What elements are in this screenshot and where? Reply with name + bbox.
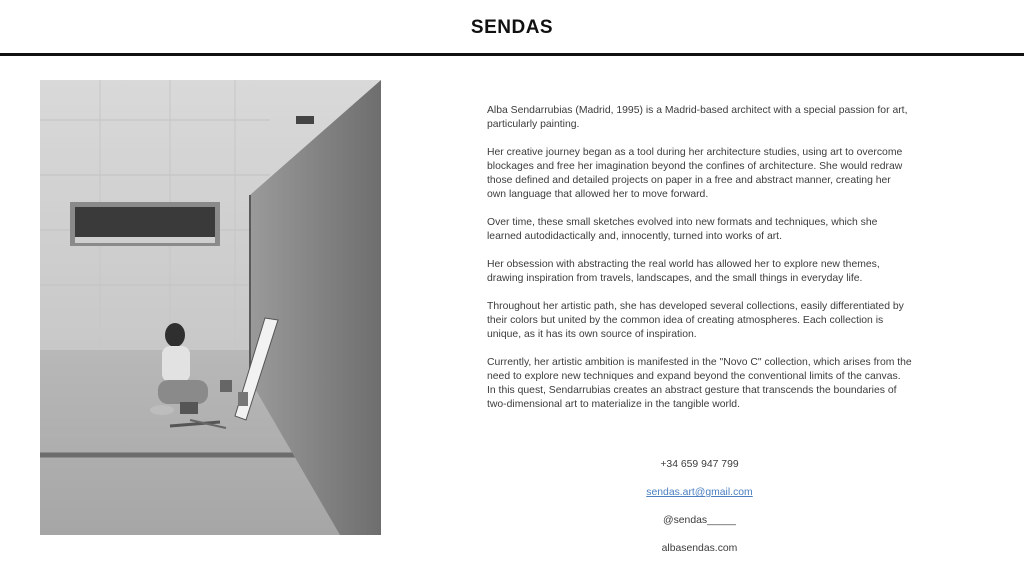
- bio-paragraph-3: Over time, these small sketches evolved into new formats and techniques, which she learned autodidactically and, innocently, turned into works of art.: [487, 217, 878, 242]
- bio-paragraph-2: Her creative journey began as a tool during her architecture studies, using art to overcome blockages and free her imagination beyond the confines of architecture. She would redraw those defined and detailed projects on paper in a free and abstract manner, creating her own language that allowed her to move forward.: [487, 147, 903, 200]
- page-title: SENDAS: [470, 17, 554, 38]
- contact-website: albasendas.com: [661, 543, 738, 554]
- bio-text: [487, 104, 912, 426]
- bio-paragraph-4: Her obsession with abstracting the real world has allowed her to explore new themes, drawing inspiration from travels, landscapes, and the small things in everyday life.: [487, 259, 880, 284]
- contact-email-row: [487, 486, 912, 500]
- artist-photo: [40, 80, 381, 535]
- bio-paragraph-1: Alba Sendarrubias (Madrid, 1995) is a Madrid-based architect with a special passion for art, particularly painting.: [487, 105, 908, 130]
- bio-paragraph-6: Currently, her artistic ambition is manifested in the "Novo C" collection, which arises from the need to explore new techniques and expand beyond the conventional limits of the canvas. In this quest, Sendarrubias creates an abstract gesture that transcends the boundaries of two-dimensional art to materialize in the tangible world.: [487, 357, 912, 410]
- bio-paragraph-5: Throughout her artistic path, she has developed several collections, easily differentiated by their colors but united by the common idea of creating atmospheres. Each collection is unique, as it has its own source of inspiration.: [487, 301, 904, 340]
- contact-instagram: @sendas_____: [663, 515, 736, 526]
- contact-block: [487, 458, 912, 570]
- artist-photo-icon: [40, 80, 381, 535]
- header-bar: [0, 0, 1024, 56]
- contact-email-link[interactable]: sendas.art@gmail.com: [646, 487, 753, 498]
- contact-phone: +34 659 947 799: [660, 459, 739, 470]
